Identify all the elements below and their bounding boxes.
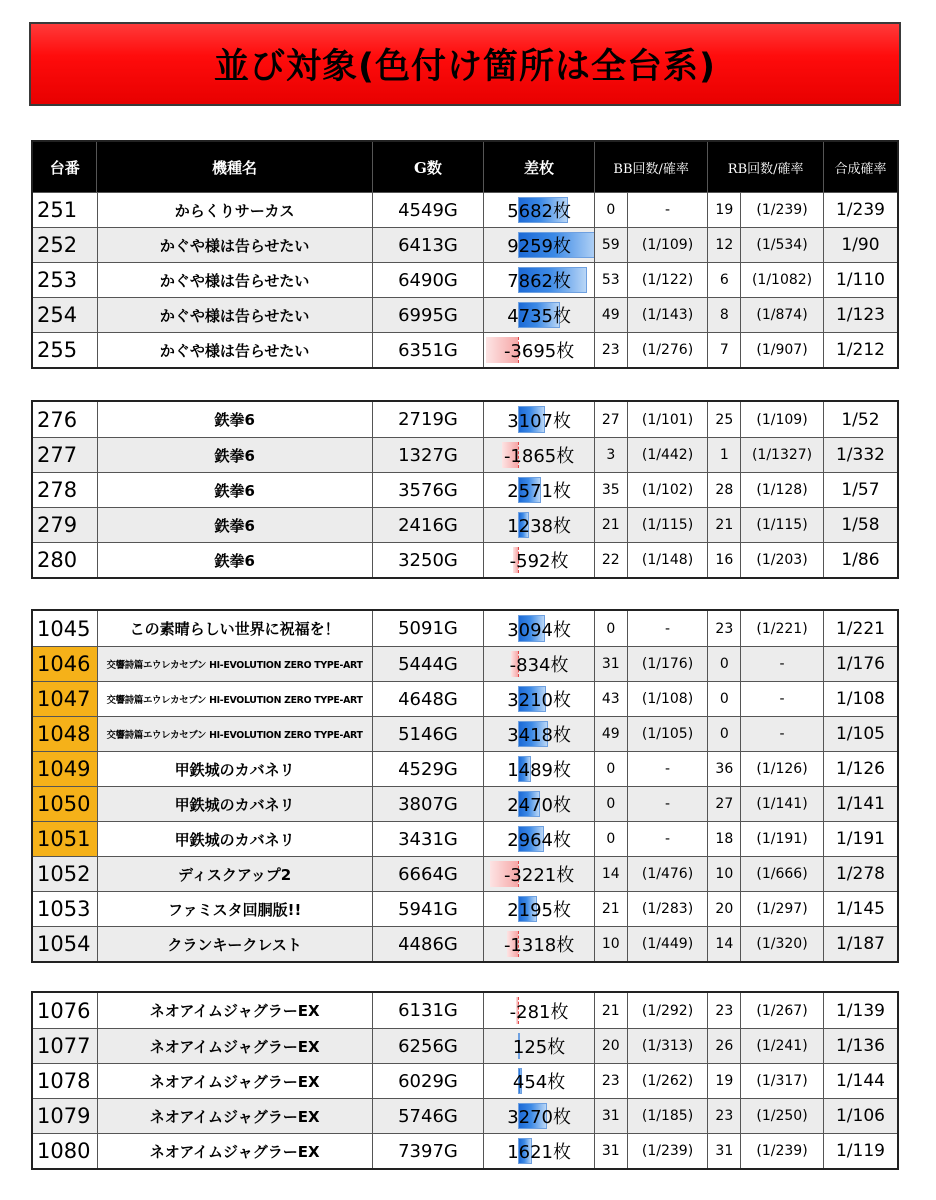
coin-difference: [483, 857, 594, 891]
machine-number: 1049: [33, 752, 97, 786]
machine-name: 鉄拳6: [97, 508, 372, 542]
combined-probability: 1/191: [823, 822, 897, 856]
machine-name: 鉄拳6: [97, 438, 372, 472]
machine-name: ネオアイムジャグラーEX: [97, 1064, 372, 1098]
coin-difference-value: 2470枚: [507, 795, 571, 816]
game-count: 6995G: [372, 298, 484, 332]
machine-number: 276: [37, 407, 78, 432]
bb-probability: (1/442): [627, 438, 708, 472]
rb-probability: (1/191): [740, 822, 823, 856]
bb-probability: (1/143): [627, 298, 708, 332]
bb-probability: -: [627, 822, 708, 856]
header-diff: 差枚: [483, 142, 594, 192]
rb-count: 14: [707, 927, 740, 961]
coin-difference: [483, 543, 594, 577]
table-row: [33, 297, 897, 332]
coin-difference: [483, 438, 594, 472]
bb-probability: (1/262): [627, 1064, 708, 1098]
machine-name: かぐや様は告らせたい: [97, 228, 372, 262]
rb-probability: (1/239): [740, 193, 823, 227]
rb-probability: -: [740, 647, 823, 681]
bb-probability: -: [627, 787, 708, 821]
bb-probability: -: [627, 752, 708, 786]
bb-probability: (1/185): [627, 1099, 708, 1133]
game-count: 3576G: [372, 473, 484, 507]
rb-count: 19: [707, 193, 740, 227]
machine-name: 交響詩篇エウレカセブン HI-EVOLUTION ZERO TYPE-ART: [97, 647, 372, 681]
machine-name: 甲鉄城のカバネリ: [97, 822, 372, 856]
table-row: [33, 507, 897, 542]
bb-probability: (1/176): [627, 647, 708, 681]
combined-probability: 1/110: [823, 263, 897, 297]
coin-difference-value: 4735枚: [507, 306, 571, 327]
combined-probability: 1/136: [823, 1029, 897, 1063]
game-count: 3807G: [372, 787, 484, 821]
game-count: 5941G: [372, 892, 484, 926]
coin-difference-value: 1489枚: [507, 760, 571, 781]
bb-count: 21: [594, 993, 627, 1028]
rb-count: 31: [707, 1134, 740, 1168]
rb-probability: (1/221): [740, 611, 823, 646]
bb-count: 0: [594, 611, 627, 646]
rb-probability: (1/126): [740, 752, 823, 786]
table-row: [33, 437, 897, 472]
combined-probability: 1/145: [823, 892, 897, 926]
rb-count: 28: [707, 473, 740, 507]
machine-number: 1076: [37, 998, 91, 1023]
rb-count: 23: [707, 1099, 740, 1133]
rb-count: 20: [707, 892, 740, 926]
game-count: 3431G: [372, 822, 484, 856]
rb-probability: (1/666): [740, 857, 823, 891]
header-total: 合成確率: [823, 142, 897, 192]
table-row: [33, 1133, 897, 1168]
machine-name: からくりサーカス: [97, 193, 372, 227]
coin-difference-value: -3221枚: [503, 865, 575, 886]
coin-difference: [483, 228, 594, 262]
machine-number: 255: [37, 338, 78, 362]
machine-number: 1047: [33, 682, 97, 716]
rb-probability: (1/128): [740, 473, 823, 507]
machine-number: 1045: [37, 616, 91, 641]
coin-difference-value: 125枚: [512, 1037, 566, 1058]
table-row: [33, 681, 897, 716]
table-row: [33, 611, 897, 646]
bb-count: 21: [594, 508, 627, 542]
machine-name: かぐや様は告らせたい: [97, 298, 372, 332]
coin-difference-value: -1865枚: [503, 446, 575, 467]
game-count: 5146G: [372, 717, 484, 751]
header-rb: RB回数/確率: [707, 142, 822, 192]
combined-probability: 1/57: [823, 473, 897, 507]
game-count: 4648G: [372, 682, 484, 716]
game-count: 6413G: [372, 228, 484, 262]
bb-probability: (1/102): [627, 473, 708, 507]
table-row: [33, 856, 897, 891]
table-row: [33, 402, 897, 437]
game-count: 5444G: [372, 647, 484, 681]
coin-difference: [483, 298, 594, 332]
game-count: 2719G: [372, 402, 484, 437]
rb-count: 12: [707, 228, 740, 262]
table-row: [33, 926, 897, 961]
coin-difference-value: -834枚: [509, 655, 569, 676]
combined-probability: 1/332: [823, 438, 897, 472]
coin-difference-value: 3210枚: [507, 690, 571, 711]
coin-difference: [483, 1134, 594, 1168]
machine-name: 甲鉄城のカバネリ: [97, 752, 372, 786]
game-count: 6351G: [372, 333, 484, 367]
bb-count: 23: [594, 333, 627, 367]
table-row: [33, 332, 897, 367]
rb-count: 7: [707, 333, 740, 367]
bb-probability: (1/292): [627, 993, 708, 1028]
machine-number: 280: [37, 548, 78, 572]
game-count: 4549G: [372, 193, 484, 227]
coin-difference: [483, 682, 594, 716]
coin-difference-value: 9259枚: [507, 236, 571, 257]
machine-number: 1078: [37, 1069, 91, 1093]
machine-number: 1052: [37, 862, 91, 886]
bb-count: 22: [594, 543, 627, 577]
machine-number: 1048: [33, 717, 97, 751]
coin-difference-value: 2195枚: [507, 900, 571, 921]
rb-probability: (1/297): [740, 892, 823, 926]
machine-name: ネオアイムジャグラーEX: [97, 1029, 372, 1063]
bb-count: 43: [594, 682, 627, 716]
combined-probability: 1/144: [823, 1064, 897, 1098]
bb-probability: -: [627, 611, 708, 646]
coin-difference-value: 7862枚: [507, 271, 571, 292]
machine-name: 鉄拳6: [97, 473, 372, 507]
coin-difference-value: 2964枚: [507, 830, 571, 851]
page-title: 並び対象(色付け箇所は全台系): [214, 47, 716, 87]
machine-number: 253: [37, 268, 78, 292]
bb-probability: -: [627, 193, 708, 227]
bb-count: 0: [594, 193, 627, 227]
rb-count: 16: [707, 543, 740, 577]
bb-count: 27: [594, 402, 627, 437]
bb-probability: (1/313): [627, 1029, 708, 1063]
coin-difference-value: 3418枚: [507, 725, 571, 746]
coin-difference: [483, 892, 594, 926]
game-count: 6131G: [372, 993, 484, 1028]
coin-difference: [483, 717, 594, 751]
game-count: 3250G: [372, 543, 484, 577]
machine-table-group-2: [31, 400, 899, 579]
rb-count: 25: [707, 402, 740, 437]
machine-name: 鉄拳6: [97, 402, 372, 437]
machine-number: 1054: [37, 932, 91, 956]
combined-probability: 1/108: [823, 682, 897, 716]
title-banner: [29, 22, 901, 106]
rb-probability: (1/267): [740, 993, 823, 1028]
bb-probability: (1/283): [627, 892, 708, 926]
coin-difference-value: 5682枚: [507, 201, 571, 222]
coin-difference: [483, 1064, 594, 1098]
rb-count: 19: [707, 1064, 740, 1098]
game-count: 7397G: [372, 1134, 484, 1168]
machine-name: かぐや様は告らせたい: [97, 263, 372, 297]
rb-probability: (1/1082): [740, 263, 823, 297]
machine-number: 278: [37, 478, 78, 502]
rb-count: 27: [707, 787, 740, 821]
machine-number: 1050: [33, 787, 97, 821]
machine-name: ネオアイムジャグラーEX: [97, 993, 372, 1028]
rb-probability: (1/317): [740, 1064, 823, 1098]
rb-probability: (1/250): [740, 1099, 823, 1133]
rb-count: 6: [707, 263, 740, 297]
combined-probability: 1/176: [823, 647, 897, 681]
coin-difference: [483, 402, 594, 437]
bb-probability: (1/122): [627, 263, 708, 297]
game-count: 6490G: [372, 263, 484, 297]
coin-difference: [483, 473, 594, 507]
machine-number: 1053: [37, 897, 91, 921]
bb-count: 49: [594, 717, 627, 751]
table-row: [33, 262, 897, 297]
machine-table-group-1: [31, 140, 899, 369]
bb-count: 49: [594, 298, 627, 332]
rb-probability: (1/320): [740, 927, 823, 961]
coin-difference: [483, 1099, 594, 1133]
header-games: G数: [372, 142, 484, 192]
coin-difference: [483, 263, 594, 297]
bb-probability: (1/148): [627, 543, 708, 577]
machine-number: 1051: [33, 822, 97, 856]
machine-name: クランキークレスト: [97, 927, 372, 961]
game-count: 6256G: [372, 1029, 484, 1063]
table-row: [33, 751, 897, 786]
bb-probability: (1/239): [627, 1134, 708, 1168]
table-row: [33, 891, 897, 926]
rb-count: 21: [707, 508, 740, 542]
machine-table-group-4: [31, 991, 899, 1170]
header-name: 機種名: [96, 142, 371, 192]
bb-probability: (1/476): [627, 857, 708, 891]
table-row: [33, 542, 897, 577]
combined-probability: 1/139: [823, 993, 897, 1028]
bb-count: 0: [594, 752, 627, 786]
machine-name: 鉄拳6: [97, 543, 372, 577]
rb-probability: (1/141): [740, 787, 823, 821]
bb-probability: (1/105): [627, 717, 708, 751]
bb-count: 20: [594, 1029, 627, 1063]
bb-count: 31: [594, 1134, 627, 1168]
rb-count: 8: [707, 298, 740, 332]
bb-probability: (1/109): [627, 228, 708, 262]
table-row: [33, 646, 897, 681]
combined-probability: 1/212: [823, 333, 897, 367]
coin-difference-value: 1238枚: [507, 516, 571, 537]
bb-probability: (1/115): [627, 508, 708, 542]
bb-probability: (1/108): [627, 682, 708, 716]
bb-count: 14: [594, 857, 627, 891]
rb-probability: (1/115): [740, 508, 823, 542]
combined-probability: 1/105: [823, 717, 897, 751]
game-count: 1327G: [372, 438, 484, 472]
machine-name: 交響詩篇エウレカセブン HI-EVOLUTION ZERO TYPE-ART: [97, 682, 372, 716]
coin-difference-value: -281枚: [509, 1001, 569, 1023]
table-row: [33, 821, 897, 856]
rb-probability: (1/109): [740, 402, 823, 437]
combined-probability: 1/278: [823, 857, 897, 891]
combined-probability: 1/106: [823, 1099, 897, 1133]
rb-probability: -: [740, 717, 823, 751]
machine-number: 252: [37, 233, 78, 257]
game-count: 2416G: [372, 508, 484, 542]
rb-probability: (1/241): [740, 1029, 823, 1063]
machine-number: 279: [37, 513, 78, 537]
machine-table-group-3: [31, 609, 899, 963]
machine-number: 251: [37, 198, 78, 222]
table-header-row: [33, 142, 897, 192]
rb-probability: (1/239): [740, 1134, 823, 1168]
table-row: [33, 192, 897, 227]
table-row: [33, 1098, 897, 1133]
rb-probability: (1/1327): [740, 438, 823, 472]
table-row: [33, 227, 897, 262]
bb-count: 31: [594, 1099, 627, 1133]
table-row: [33, 472, 897, 507]
machine-number: 254: [37, 303, 78, 327]
game-count: 6029G: [372, 1064, 484, 1098]
combined-probability: 1/58: [823, 508, 897, 542]
rb-count: 1: [707, 438, 740, 472]
coin-difference: [483, 647, 594, 681]
machine-number: 1077: [37, 1034, 91, 1058]
coin-difference-value: 454枚: [512, 1072, 566, 1093]
table-row: [33, 1063, 897, 1098]
rb-count: 0: [707, 682, 740, 716]
header-no: 台番: [49, 158, 80, 177]
bb-count: 53: [594, 263, 627, 297]
combined-probability: 1/119: [823, 1134, 897, 1168]
bb-probability: (1/101): [627, 402, 708, 437]
coin-difference-value: -1318枚: [503, 935, 575, 956]
machine-name: 甲鉄城のカバネリ: [97, 787, 372, 821]
rb-probability: (1/203): [740, 543, 823, 577]
coin-difference: [483, 927, 594, 961]
coin-difference: [483, 752, 594, 786]
coin-difference-value: 2571枚: [507, 481, 571, 502]
game-count: 6664G: [372, 857, 484, 891]
coin-difference: [483, 1029, 594, 1063]
header-bb: BB回数/確率: [594, 142, 708, 192]
coin-difference-value: -592枚: [509, 551, 569, 572]
rb-probability: -: [740, 682, 823, 716]
machine-number: 277: [37, 443, 78, 467]
rb-probability: (1/874): [740, 298, 823, 332]
rb-count: 23: [707, 611, 740, 646]
machine-name: この素晴らしい世界に祝福を！: [97, 611, 372, 646]
machine-number: 1079: [37, 1104, 91, 1128]
machine-name: ファミスタ回胴版!!: [97, 892, 372, 926]
combined-probability: 1/187: [823, 927, 897, 961]
machine-name: ネオアイムジャグラーEX: [97, 1099, 372, 1133]
machine-name: 交響詩篇エウレカセブン HI-EVOLUTION ZERO TYPE-ART: [97, 717, 372, 751]
bb-count: 59: [594, 228, 627, 262]
rb-probability: (1/907): [740, 333, 823, 367]
combined-probability: 1/141: [823, 787, 897, 821]
bb-probability: (1/449): [627, 927, 708, 961]
bb-count: 3: [594, 438, 627, 472]
rb-count: 18: [707, 822, 740, 856]
bb-count: 35: [594, 473, 627, 507]
game-count: 4486G: [372, 927, 484, 961]
machine-name: ネオアイムジャグラーEX: [97, 1134, 372, 1168]
bb-count: 31: [594, 647, 627, 681]
machine-number: 1046: [33, 647, 97, 681]
coin-difference: [483, 611, 594, 646]
table-row: [33, 1028, 897, 1063]
bb-count: 23: [594, 1064, 627, 1098]
combined-probability: 1/123: [823, 298, 897, 332]
rb-count: 0: [707, 647, 740, 681]
combined-probability: 1/86: [823, 543, 897, 577]
machine-number: 1080: [37, 1139, 91, 1163]
bb-count: 10: [594, 927, 627, 961]
rb-count: 10: [707, 857, 740, 891]
coin-difference-value: 3270枚: [507, 1107, 571, 1128]
rb-count: 0: [707, 717, 740, 751]
rb-count: 36: [707, 752, 740, 786]
rb-probability: (1/534): [740, 228, 823, 262]
coin-difference: [483, 993, 594, 1028]
coin-difference-value: 3107枚: [507, 410, 571, 432]
coin-difference-value: 1621枚: [507, 1142, 571, 1163]
table-row: [33, 716, 897, 751]
coin-difference-value: 3094枚: [507, 619, 571, 641]
game-count: 4529G: [372, 752, 484, 786]
rb-count: 26: [707, 1029, 740, 1063]
table-row: [33, 786, 897, 821]
combined-probability: 1/52: [823, 402, 897, 437]
coin-difference: [483, 787, 594, 821]
bb-count: 0: [594, 822, 627, 856]
bb-probability: (1/276): [627, 333, 708, 367]
coin-difference: [483, 333, 594, 367]
combined-probability: 1/221: [823, 611, 897, 646]
rb-count: 23: [707, 993, 740, 1028]
coin-difference: [483, 193, 594, 227]
combined-probability: 1/90: [823, 228, 897, 262]
game-count: 5746G: [372, 1099, 484, 1133]
coin-difference-value: -3695枚: [503, 341, 575, 362]
coin-difference: [483, 508, 594, 542]
machine-name: かぐや様は告らせたい: [97, 333, 372, 367]
game-count: 5091G: [372, 611, 484, 646]
table-row: [33, 993, 897, 1028]
combined-probability: 1/126: [823, 752, 897, 786]
machine-name: ディスクアップ2: [97, 857, 372, 891]
combined-probability: 1/239: [823, 193, 897, 227]
bb-count: 21: [594, 892, 627, 926]
coin-difference: [483, 822, 594, 856]
bb-count: 0: [594, 787, 627, 821]
